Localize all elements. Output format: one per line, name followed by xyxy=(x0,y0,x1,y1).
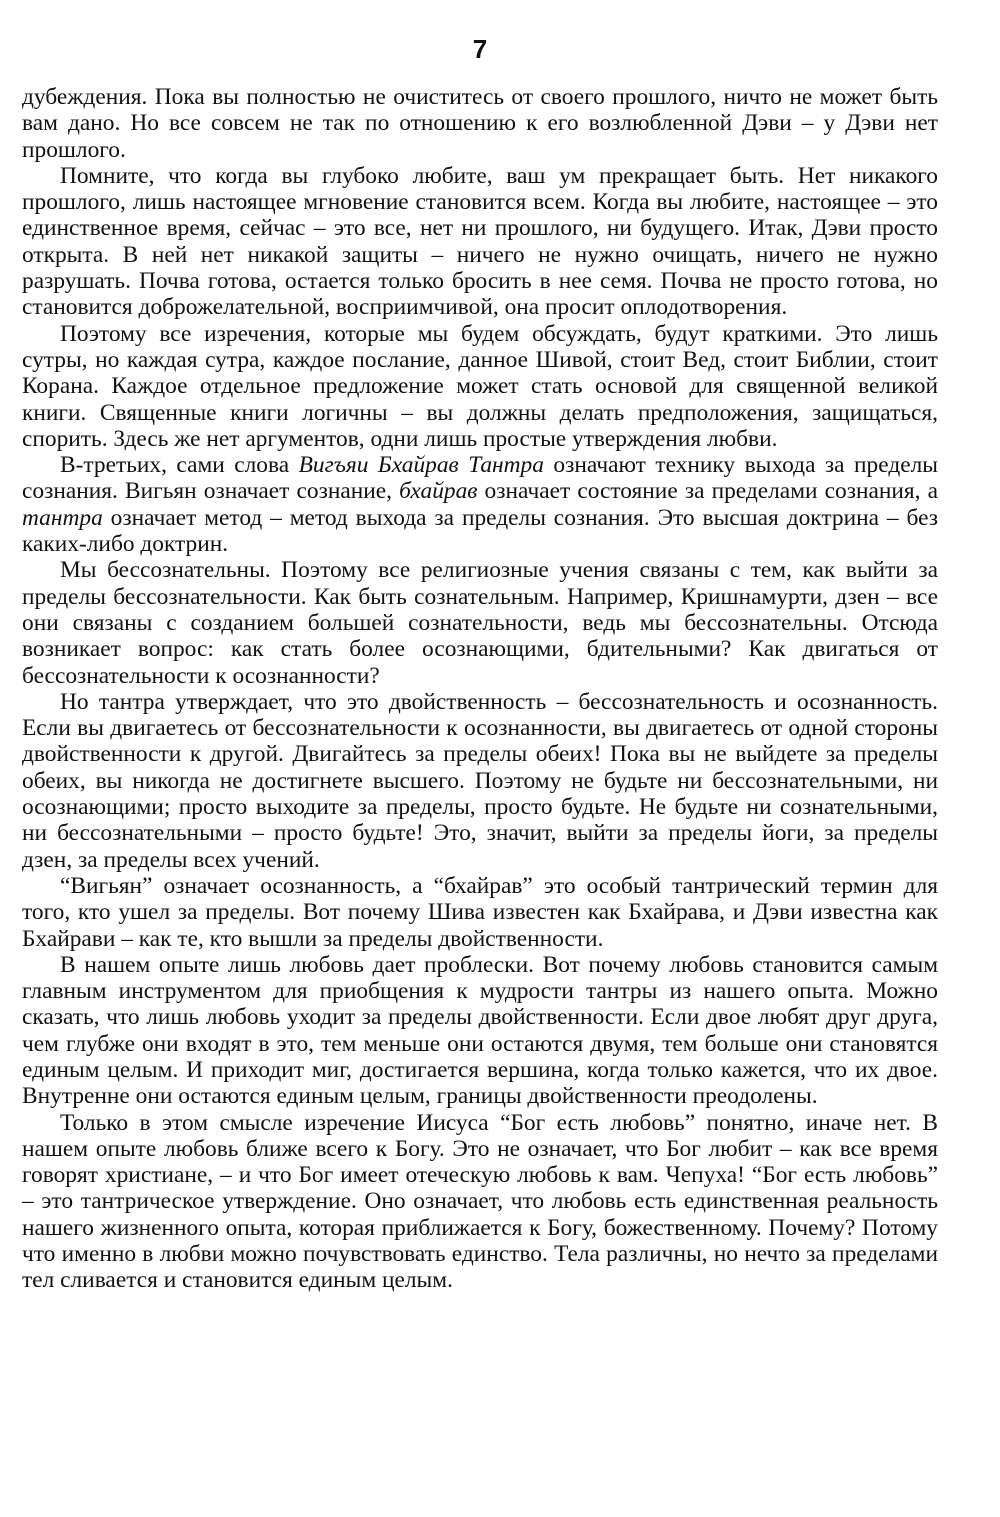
paragraph-4-text: означает метод – метод выхода за пределы сознания. Это высшая доктрина – без каких-либо доктрин. xyxy=(22,504,938,558)
italic-term-vigyan-bhairav-tantra: Вигъяи Бхайрав Тантра xyxy=(298,452,544,479)
paragraph-1-text: дубеждения. Пока вы полностью не очиститесь от своего прошлого, ничто не может быть вам дано. Но все совсем не так по отношению к его возлюбленной Дэви – у Дэви нет прошлого. xyxy=(22,84,938,163)
paragraph-3-text: Поэтому все изречения, которые мы будем обсуждать, будут краткими. Это лишь сутры, но каждая сутра, каждое послание, данное Шивой, стоит Вед, стоит Библии, стоит Корана. Каждое отдельное предложение может стать основой для священной великой книги. Священные книги логичны – вы должны делать предположения, защищаться, спорить. Здесь же нет аргументов, одни лишь простые утверждения любви. xyxy=(22,320,938,452)
paragraph-9 xyxy=(22,1110,938,1294)
paragraph-6-text: Но тантра утверждает, что это двойственность – бессознательность и осознанность. Если вы двигаетесь от бессознательности к осознанности, вы двигаетесь от одной стороны двойственности к другой. Двигайтесь за пределы обеих! Пока вы не выйдете за пределы обеих, вы никогда не достигнете высшего. Поэтому не будьте ни бессознательными, ни осознающими; просто выходите за пределы, просто будьте. Не будьте ни сознательными, ни бессознательными – просто будьте! Это, значит, выйти за пределы йоги, за пределы дзен, за пределы всех учений. xyxy=(22,688,938,873)
italic-term-tantra: тантра xyxy=(22,504,103,531)
paragraph-7-text: “Вигьян” означает осознанность, а “бхайрав” это особый тантрический термин для того, кто ушел за пределы. Вот почему Шива известен как Бхайрава, и Дэви известна как Бхайрави – как те, кто вышли за пределы двойственности. xyxy=(22,872,938,952)
paragraph-3 xyxy=(22,321,938,452)
paragraph-9-text: Только в этом смысле изречение Иисуса “Бог есть любовь” понятно, иначе нет. В нашем опыте любовь ближе всего к Богу. Это не означает, что Бог любит – как все время говорят христиане, – и что Бог имеет отеческую любовь к вам. Чепуха! “Бог есть любовь” – это тантрическое утверждение. Оно означает, что любовь есть единственная реальность нашего жизненного опыта, которая приближается к Богу, божественному. Почему? Потому что именно в любви можно почувствовать единство. Тела различны, но нечто за пределами тел сливается и становится единым целым. xyxy=(22,1109,938,1294)
paragraph-8-text: В нашем опыте лишь любовь дает проблески. Вот почему любовь становится самым главным инструментом для приобщения к мудрости тантры из нашего опыта. Можно сказать, что лишь любовь уходит за пределы двойственности. Если двое любят друг друга, чем глубже они входят в это, тем меньше они остаются двумя, тем больше они становятся единым целым. И приходит миг, достигается вершина, когда только кажется, что их двое. Внутренне они остаются единым целым, границы двойственности преодолены. xyxy=(22,951,938,1110)
paragraph-5-text: Мы бессознательны. Поэтому все религиозные учения связаны с тем, как выйти за пределы бессознательности. Как быть сознательным. Например, Кришнамурти, дзен – все они связаны с созданием большей сознательности, ведь мы бессознательны. Отсюда возникает вопрос: как стать более осознающими, бдительными? Как двигаться от бессознательности к осознанности? xyxy=(22,557,938,689)
italic-term-bhairav: бхайрав xyxy=(399,478,478,505)
paragraph-2-text: Помните, что когда вы глубоко любите, ваш ум прекращает быть. Нет никакого прошлого, лишь настоящее мгновение становится всем. Когда вы любите, настоящее – это единственное время, сейчас – это все, нет ни прошлого, ни будущего. Итак, Дэви просто открыта. В ней нет никакой защиты – ничего не нужно очищать, ничего не нужно разрушать. Почва готова, остается только бросить в нее семя. Почва не просто готова, но становится доброжелательной, восприимчивой, она просит оплодотворения. xyxy=(22,162,938,321)
paragraph-5 xyxy=(22,557,938,688)
paragraph-6 xyxy=(22,689,938,873)
paragraph-2 xyxy=(22,163,938,321)
paragraph-4-text: В-третьих, сами слова xyxy=(60,452,299,479)
paragraph-4-text: означает состояние за пределами сознания, а xyxy=(477,478,938,505)
paragraph-8 xyxy=(22,952,938,1110)
page-number: 7 xyxy=(472,34,488,64)
paragraph-4-text: означают технику выхода за пределы сознания. Вигьян означает сознание, xyxy=(22,452,938,505)
paragraph-7 xyxy=(22,873,938,952)
paragraph-4 xyxy=(22,452,938,557)
paragraph-1 xyxy=(22,84,938,163)
